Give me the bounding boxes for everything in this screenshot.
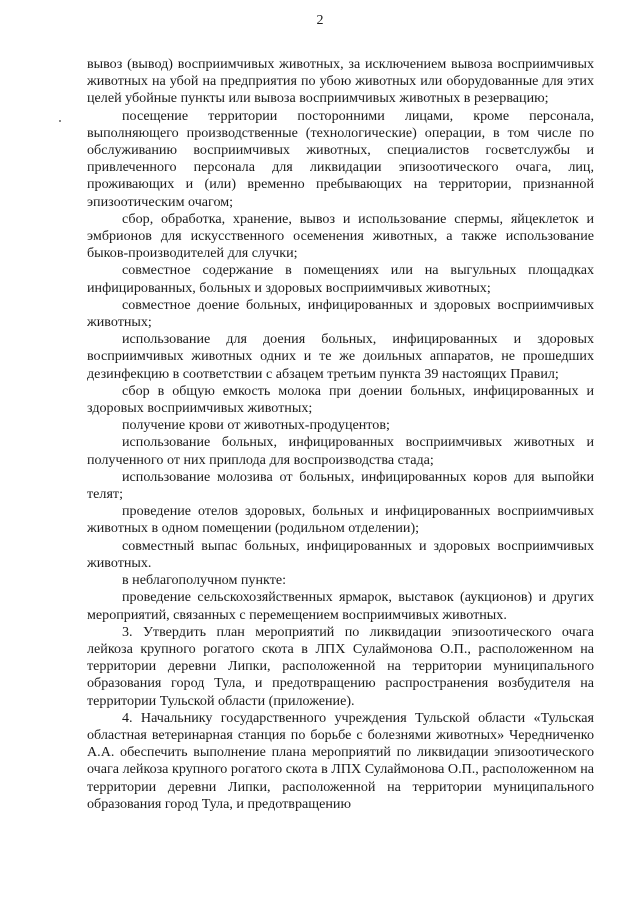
paragraph: проведение сельскохозяйственных ярмарок, выставок (аукционов) и других мероприятий, связанных с перемещением восприимчивых животных.	[87, 589, 594, 623]
margin-mark	[59, 120, 61, 122]
page-number: 2	[316, 13, 324, 28]
paragraph: получение крови от животных-продуцентов;	[122, 417, 390, 434]
paragraph: совместное доение больных, инфицированных и здоровых восприимчивых животных;	[87, 296, 594, 331]
paragraph: совместный выпас больных, инфицированных и здоровых восприимчивых животных.	[87, 537, 594, 571]
paragraph: 3. Утвердить план мероприятий по ликвидации эпизоотического очага лейкоза крупного рогатого скота в ЛПХ Сулаймонова О.П., расположенном на территории деревни Липки, расположенной на территории муниципального образования город Тула, и предотвращению распространения возбудителя на территории Тульской области (приложение).	[87, 623, 594, 709]
paragraph: сбор, обработка, хранение, вывоз и использование спермы, яйцеклеток и эмбрионов для искусственного осеменения животных, а также использование быков-производителей для случки;	[87, 210, 594, 262]
paragraph: вывоз (вывод) восприимчивых животных, за исключением вывоза восприимчивых животных на убой на предприятия по убою животных или оборудованные для этих целей убойные пункты или вывоза восприимчивых животных в резервацию;	[87, 56, 594, 107]
paragraph: использование больных, инфицированных восприимчивых животных и полученного от них приплода для воспроизводства стада;	[87, 434, 594, 468]
paragraph: сбор в общую емкость молока при доении больных, инфицированных и здоровых восприимчивых животных;	[87, 382, 594, 417]
paragraph: использование молозива от больных, инфицированных коров для выпойки телят;	[87, 468, 594, 503]
paragraph: совместное содержание в помещениях или на выгульных площадках инфицированных, больных и здоровых восприимчивых животных;	[87, 262, 594, 296]
paragraph: посещение территории посторонними лицами, кроме персонала, выполняющего производственные (технологические) операции, в том числе по обслуживанию восприимчивых животных, специалистов госветслужбы и привлеченного персонала для ликвидации эпизоотического очага, лиц, проживающих и (или) временно пребывающих на территории, признанной эпизоотическим очагом;	[87, 107, 594, 210]
paragraph: 4. Начальнику государственного учреждения Тульской области «Тульская областная ветеринарная станция по борьбе с болезнями животных» Чередниченко А.А. обеспечить выполнение плана мероприятий по ликвидации эпизоотического очага лейкоза крупного рогатого скота в ЛПХ Сулаймонова О.П., расположенном на территории деревни Липки, расположенной на территории муниципального образования город Тула, и предотвращению	[87, 709, 594, 812]
paragraph: проведение отелов здоровых, больных и инфицированных восприимчивых животных в одном помещении (родильном отделении);	[87, 503, 594, 537]
document-body	[87, 56, 594, 813]
paragraph: использование для доения больных, инфицированных и здоровых восприимчивых животных одних и те же доильных аппаратов, не прошедших дезинфекцию в соответствии с абзацем третьим пункта 39 настоящих Правил;	[87, 331, 594, 382]
paragraph: в неблагополучном пункте:	[122, 572, 287, 589]
